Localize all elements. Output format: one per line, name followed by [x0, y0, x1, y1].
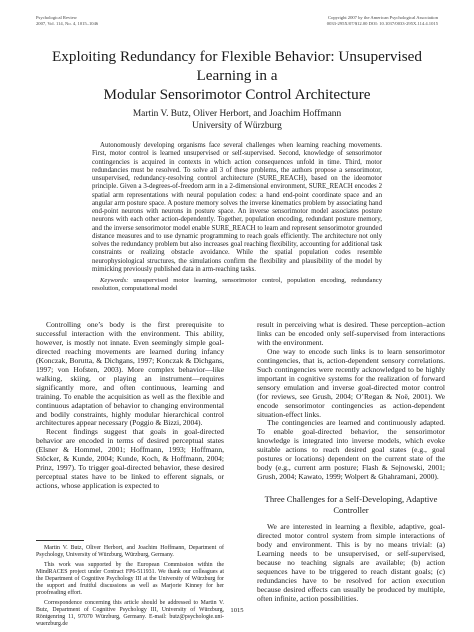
journal-header-left — [36, 15, 98, 27]
keywords-label: Keywords: — [100, 277, 129, 284]
footnote-funding: This work was supported by the European Commission within the MindRACES project under Contract FP6-511931. We thank our colleagues at the Department of Cognitive Psychology III at the University of Würzburg for the support and fruitful discussions as well as Marjorie Kinney for her proofreading effort. — [36, 562, 224, 596]
abstract-text: Autonomously developing organisms face several challenges when learning reaching movements. First, motor control is learned unsupervised or self-supervised. Second, knowledge of sensorimotor contingencies is acquired in contexts in which action consequences unfold in time. Third, motor redundancies must be resolved. To solve all 3 of these problems, the authors propose a sensorimotor, unsupervised, redundancy-resolving control architecture (SURE_REACH), based on the ideomotor principle. Given a 3-degrees-of-freedom arm in a 2-dimensional environment, SURE_REACH encodes 2 spatial arm representations with neural population codes: a hand end-point coordinate space and an angular arm posture space. A posture memory solves the inverse kinematics problem by associating hand end-point neurons with neurons in posture space. An inverse sensorimotor model associates posture neurons with each other action-dependently. Together, population encoding, redundant posture memory, and the inverse sensorimotor model enable SURE_REACH to learn and represent sensorimotor grounded distance measures and to use dynamic programming to reach goals efficiently. The architecture not only solves the redundancy problem but also increases goal reaching flexibility, accounting for additional task constraints or realizing obstacle avoidance. While the spatial population codes resemble neurophysiological structures, the simulations confirm the flexibility and plausibility of the model by mimicking previously published data in arm-reaching tasks. — [92, 142, 382, 273]
journal-header-right — [327, 15, 438, 27]
journal-citation: 2007, Vol. 114, No. 4, 1015–1046 — [36, 21, 99, 26]
paper-title — [30, 47, 444, 104]
author-list: Martin V. Butz, Oliver Herbort, and Joachim Hoffmann — [132, 109, 342, 119]
affiliation: University of Würzburg — [192, 121, 282, 131]
body-paragraph: One way to encode such links is to learn sensorimotor contingencies, that is, action-dependent sensory correlations. Such contingencies were recently acknowledged to be highly important in cognitive systems for the realization of forward sensory emulation and inverse goal-directed motor control (for reviews, see Grush, 2004; O’Regan & Noë, 2001). We encode sensorimotor contingencies as action-dependent situation-effect links. — [257, 346, 445, 419]
issn-doi-line: 0033-295X/07/$12.00 DOI: 10.1037/0033-295X.114.4.1015 — [326, 21, 438, 26]
footnote-affiliation: Martin V. Butz, Oliver Herbort, and Joachim Hoffmann, Department of Psychology, University of Würzburg, Würzburg, Germany. — [36, 545, 224, 558]
footnote-correspondence: Correspondence concerning this article should be addressed to Martin V. Butz, Department of Cognitive Psychology III, University of Würzburg, Röntgenring 11, 97070 Würzburg, Germany. E-mail: butz@psychologie.uni-wuerzburg.de — [36, 600, 224, 627]
footnote-rule — [36, 540, 84, 541]
footnotes — [36, 545, 224, 628]
body-paragraph: result in perceiving what is desired. These perception–action links can be encoded only self-supervised from interactions with the environment. — [257, 320, 445, 347]
paper-title-line1: Exploiting Redundancy for Flexible Behavior: Unsupervised Learning in a — [52, 48, 422, 84]
keywords-text: unsupervised motor learning, sensorimotor control, population encoding, redundancy resolution, computational model — [92, 277, 382, 293]
paper-title-line2: Modular Sensorimotor Control Architecture — [103, 86, 371, 103]
page-number: 1015 — [230, 607, 244, 614]
left-column — [36, 321, 224, 491]
right-column — [257, 321, 445, 604]
section-heading: Three Challenges for a Self-Developing, Adaptive Controller — [264, 494, 438, 515]
journal-name: Psychological Review — [36, 15, 77, 20]
body-paragraph: Recent findings suggest that goals in goal-directed behavior are encoded in terms of desired perceptual states (Elsner & Hommel, 2001; Hoffmann, 1993; Hoffmann, Stöcker, & Kunde, 2004; Kunde, Koch, & Hoffmann, 2004; Prinz, 1997). To trigger goal-directed behavior, these desired perceptual states have to be linked to efferent signals, or actions, whose application is expected to — [36, 427, 224, 491]
abstract — [92, 142, 382, 274]
copyright-line: Copyright 2007 by the American Psychological Association — [328, 15, 438, 20]
keywords — [92, 277, 382, 293]
body-paragraph: Controlling one’s body is the first prerequisite to successful interaction with the environment. This ability, however, is mostly not innate. Even seemingly simple goal-directed reaching movements are learned during infancy (Konczak, Borutta, & Dichgans, 1997; Konczak & Dichgans, 1997; von Hofsten, 2003). More complex behavior—like walking, skiing, or playing an instrument—requires significantly more, and often continuous, learning and training. To enable the acquisition as well as the flexible and continuous adaptation of behavior to changing environmental and bodily constraints, highly modular hierarchical control architectures appear necessary (Poggio & Bizzi, 2004). — [36, 320, 224, 428]
body-paragraph: The contingencies are learned and continuously adapted. To enable goal-directed behavior, the sensorimotor knowledge is integrated into inverse models, which evoke suitable actions to reach desired goal states (e.g., goal postures or locations) dependent on the current state of the body (e.g., current arm posture; Flash & Sejnowski, 2001; Grush, 2004; Kawato, 1999; Wolpert & Ghahramani, 2000). — [257, 418, 445, 482]
body-paragraph: We are interested in learning a flexible, adaptive, goal-directed motor control system from simple interactions of body and environment. This is by no means trivial: (a) Learning needs to be unsupervised, or self-supervised, because no teaching signals are available; (b) action sequences have to be triggered to reach distant goals; (c) redundancies have to be resolved for action execution because desired effects can usually be produced by multiple, often infinite, action possibilities. — [257, 522, 445, 603]
